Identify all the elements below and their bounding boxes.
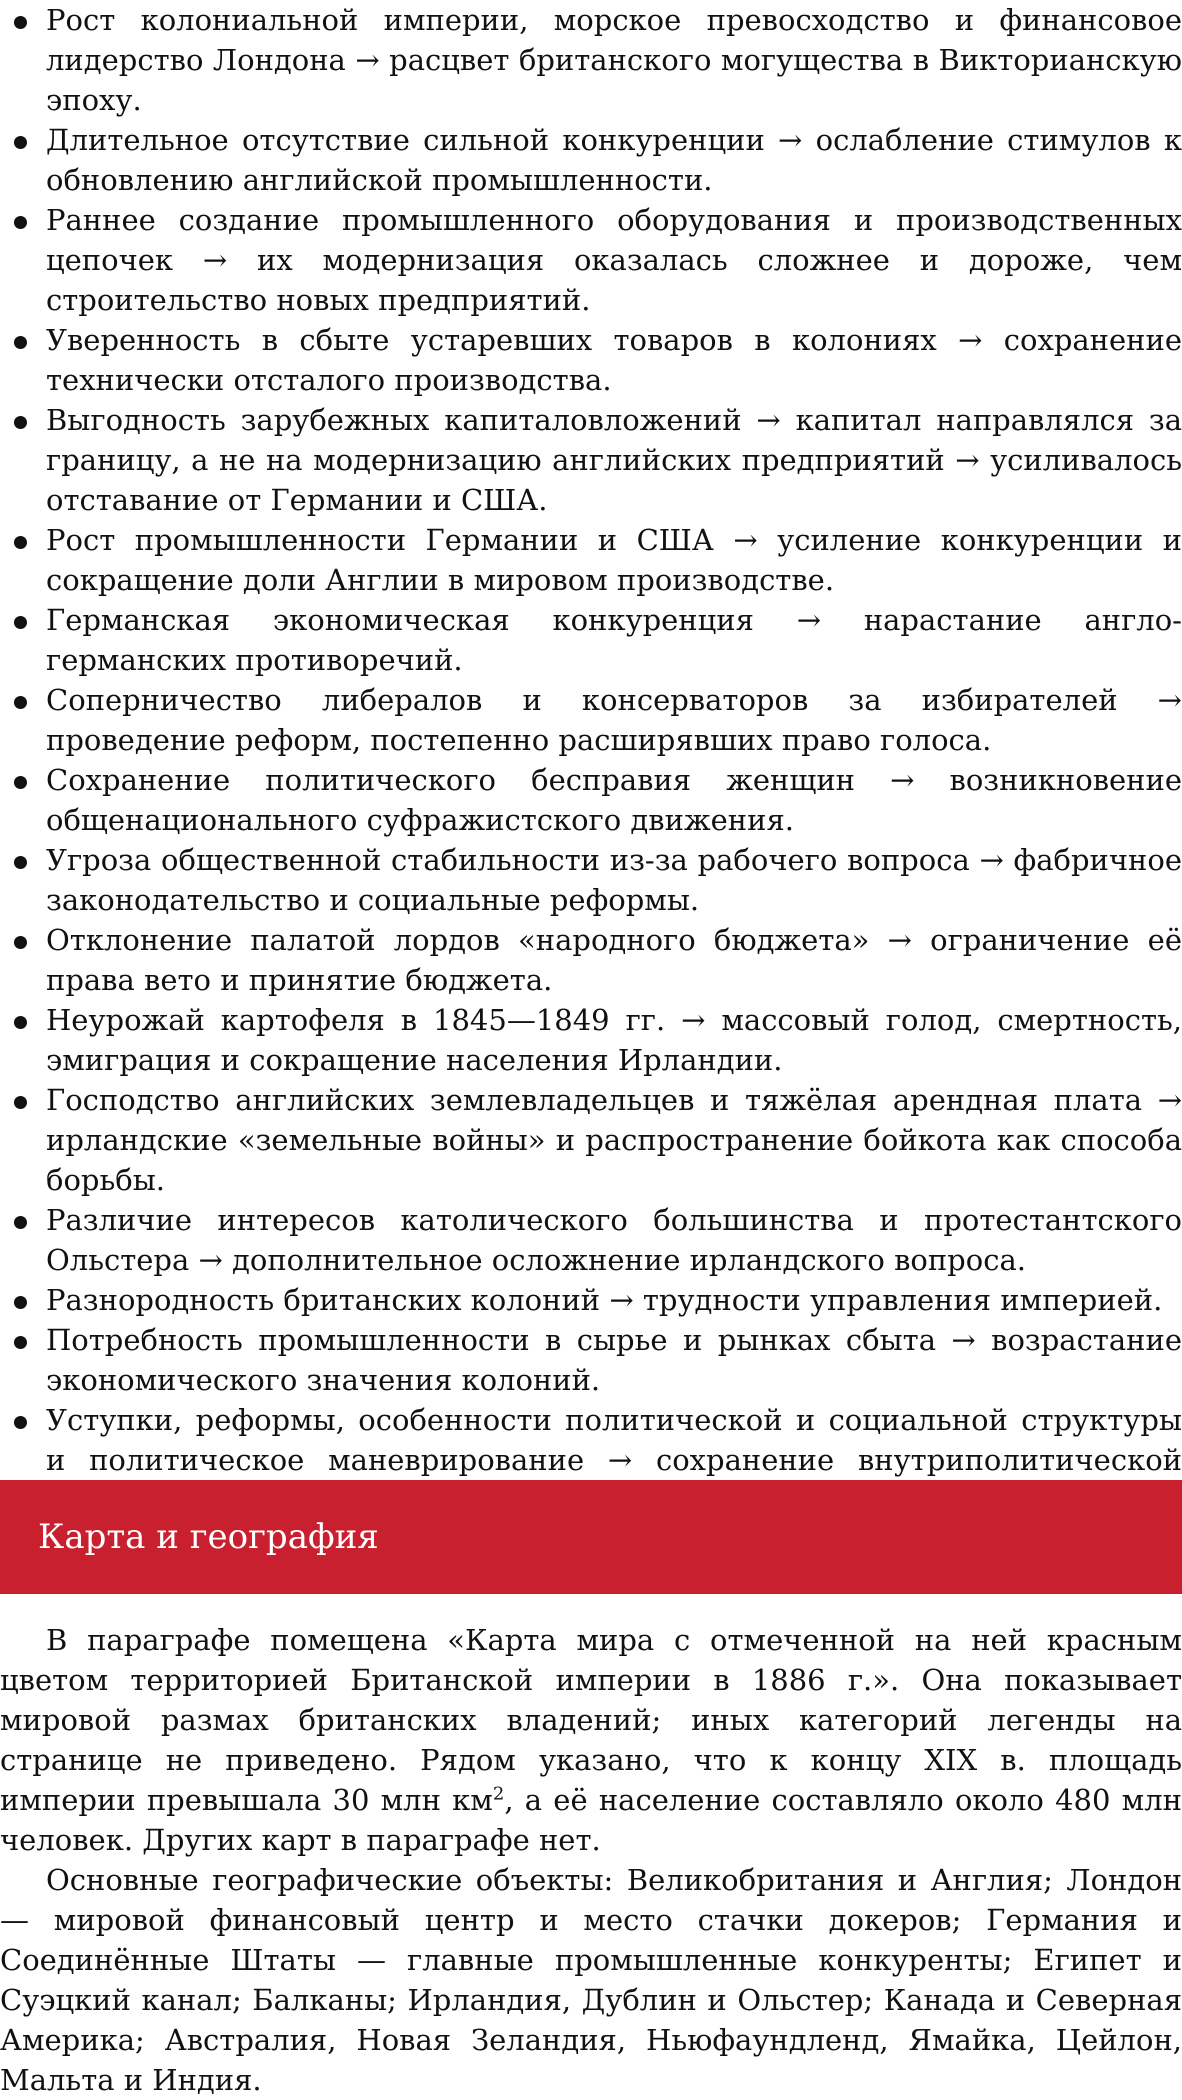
paragraph-text: В параграфе помещена «Карта мира с отмеченной на ней красным цветом территорией Британской империи в 1886 г.». Она показывает мировой размах британских владений; иных категорий легенды на странице не приведено. Рядом указано, что к концу XIX в. площадь империи превышала 30 млн км: [0, 1623, 1182, 1817]
bullet-icon: [14, 1016, 27, 1029]
list-item: [0, 120, 1182, 200]
bullet-text: Выгодность зарубежных капиталовложений → капитал направлялся за границу, а не на модернизацию английских предприятий → усиливалось отставание от Германии и США.: [46, 403, 1182, 517]
bullet-text: Господство английских землевладельцев и тяжёлая арендная плата → ирландские «земельные войны» и распространение бойкота как способа борьбы.: [46, 1083, 1182, 1197]
bullet-text: Уступки, реформы, особенности политической и социальной структуры и политическое маневрирование → сохранение внутриполитической: [46, 1403, 1182, 1477]
bullet-text: Раннее создание промышленного оборудования и производственных цепочек → их модернизация оказалась сложнее и дороже, чем строительство новых предприятий.: [46, 203, 1182, 317]
bullet-icon: [14, 216, 27, 229]
bullet-text: Различие интересов католического большинства и протестантского Ольстера → дополнительное осложнение ирландского вопроса.: [46, 1203, 1182, 1277]
list-item: [0, 520, 1182, 600]
list-item: [0, 680, 1182, 760]
list-item: [0, 1280, 1182, 1320]
bullet-icon: [14, 1336, 27, 1349]
bullet-text: Отклонение палатой лордов «народного бюджета» → ограничение её права вето и принятие бюджета.: [46, 923, 1182, 997]
list-item: [0, 920, 1182, 1000]
list-item: [0, 200, 1182, 320]
bullet-icon: [14, 936, 27, 949]
bullet-icon: [14, 336, 27, 349]
superscript: 2: [492, 1783, 505, 1805]
list-item: [0, 600, 1182, 680]
bullet-text: Потребность промышленности в сырье и рынках сбыта → возрастание экономического значения колоний.: [46, 1323, 1182, 1397]
bullet-text: Рост колониальной империи, морское превосходство и финансовое лидерство Лондона → расцвет британского могущества в Викторианскую эпоху.: [46, 3, 1182, 117]
section-body: [0, 1620, 1182, 2100]
list-item: [0, 320, 1182, 400]
bullet-icon: [14, 856, 27, 869]
bullet-text: Разнородность британских колоний → трудности управления империей.: [46, 1283, 1163, 1317]
bullet-text: Неурожай картофеля в 1845—1849 гг. → массовый голод, смертность, эмиграция и сокращение населения Ирландии.: [46, 1003, 1182, 1077]
list-item: [0, 760, 1182, 840]
bullet-icon: [14, 616, 27, 629]
bullet-icon: [14, 1096, 27, 1109]
bullet-icon: [14, 16, 27, 29]
list-item: [0, 1200, 1182, 1280]
bullet-icon: [14, 136, 27, 149]
list-item: [0, 1000, 1182, 1080]
geography-objects-paragraph: Основные географические объекты: Великобритания и Англия; Лондон — мировой финансовый центр и место стачки докеров; Германия и Соединённые Штаты — главные промышленные конкуренты; Египет и Суэцкий канал; Балканы; Ирландия, Дублин и Ольстер; Канада и Северная Америка; Австралия, Новая Зеландия, Ньюфаундленд, Ямайка, Цейлон, Мальта и Индия.: [0, 1863, 1182, 2097]
paragraph-text: , а её население составляло около 480 млн человек. Других карт в параграфе нет.: [0, 1783, 1182, 1857]
section-title: Карта и география: [38, 1517, 379, 1557]
bullet-icon: [14, 1296, 27, 1309]
section-header: [0, 1480, 1182, 1594]
list-item: [0, 1320, 1182, 1400]
list-item: [0, 1080, 1182, 1200]
bullet-icon: [14, 1416, 27, 1429]
bullet-text: Рост промышленности Германии и США → усиление конкуренции и сокращение доли Англии в мировом производстве.: [46, 523, 1182, 597]
bullet-text: Соперничество либералов и консерваторов за избирателей → проведение реформ, постепенно расширявших право голоса.: [46, 683, 1182, 757]
bullet-text: Сохранение политического бесправия женщин → возникновение общенационального суфражистского движения.: [46, 763, 1182, 837]
bullet-text: Германская экономическая конкуренция → нарастание англо-германских противоречий.: [46, 603, 1182, 677]
bullet-icon: [14, 536, 27, 549]
bullet-text: Уверенность в сбыте устаревших товаров в колониях → сохранение технически отсталого производства.: [46, 323, 1182, 397]
bullet-text: Длительное отсутствие сильной конкуренции → ослабление стимулов к обновлению английской промышленности.: [46, 123, 1182, 197]
bullet-icon: [14, 776, 27, 789]
list-item: [0, 840, 1182, 920]
bullet-text: Угроза общественной стабильности из-за рабочего вопроса → фабричное законодательство и социальные реформы.: [46, 843, 1182, 917]
list-item: [0, 400, 1182, 520]
list-item: [0, 0, 1182, 120]
bullet-icon: [14, 696, 27, 709]
bullet-icon: [14, 416, 27, 429]
map-description-paragraph: [0, 1620, 1182, 1860]
bullet-icon: [14, 1216, 27, 1229]
